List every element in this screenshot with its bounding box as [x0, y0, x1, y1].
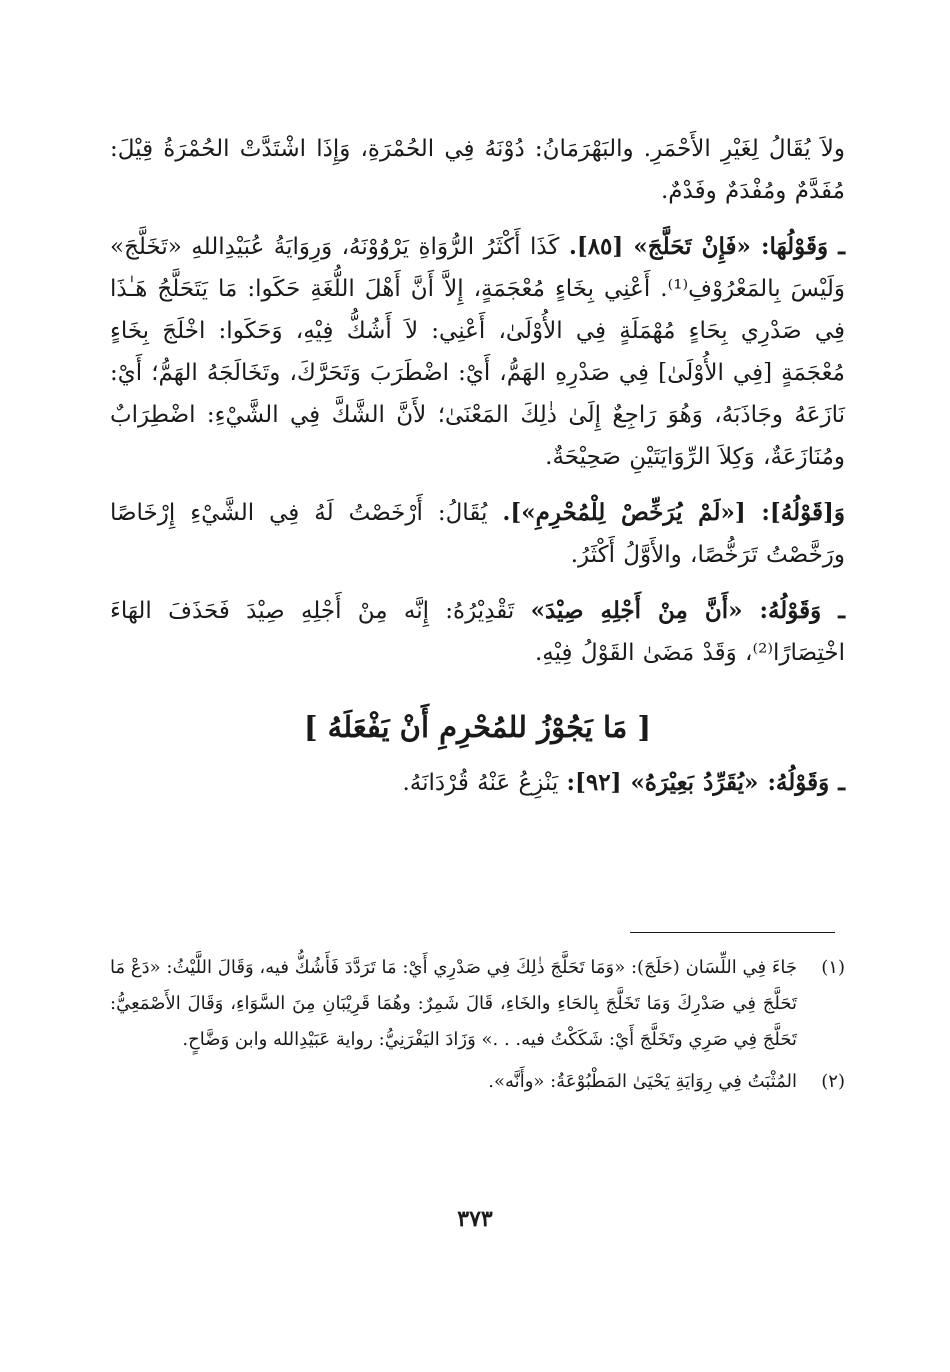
- paragraph-text: تَقْدِيْرُهُ: إِنَّه مِنْ أَجْلِهِ صِيْدَ فَحَذَفَ الهَاءَ اخْتِصَارًا⁽²⁾، وَقَدْ مَضَىٰ القَوْلُ فِيْهِ.: [110, 598, 845, 666]
- paragraph-lead: وَ[قَوْلُهُ]: [«لَمْ يُرَخِّصْ لِلْمُحْرِمِ»].: [502, 499, 845, 526]
- page-number: ٣٧٣: [457, 1206, 493, 1232]
- paragraph-text: يَنْزِعُ عَنْهُ قُرْدَانَهُ.: [402, 770, 567, 796]
- footnote-text: جَاءَ فِي اللِّسَان (حَلَجَ): «وَمَا تَحَلَّجَ ذٰلِكَ فِي صَدْرِي أَيْ: مَا تَرَدَّدَ فَأَشُكُّ فيه، وَقَالَ اللَّيْثُ: «دَعْ مَا تَحَلَّجَ فِي صَدْرِكَ وَمَا تَخَلَّجَ بِالحَاءِ والخَاءِ، قَالَ شَمِرٌ: وهُمَا قَرِيْبَانِ مِنَ السَّوَاءِ، وَقَالَ الأَصْمَعِيُّ: تَحَلَّجَ فِي صَرِي وتَخَلَّجَ أَيْ: شَكَكْتُ فيه. . .» وَزَادَ اليَفْرَنِيُّ: رواية عَبَيْدِالله وابن وَضَّاحٍ.: [110, 957, 797, 1050]
- paragraph-lead: ـ وَقَوْلُهُ: «يُقَرِّدُ بَعِيْرَهُ» [٩٢]:: [566, 769, 845, 796]
- paragraph-text: يُقَالُ: أَرْخَصْتُ لَهُ فِي الشَّيْءِ إِرْخَاصًا ورَخَّصْتُ تَرَخُّصًا، والأَوَّلُ أَكْثَرُ.: [110, 500, 845, 568]
- footnote-number: (٢): [821, 1071, 845, 1092]
- main-text: [110, 128, 845, 818]
- footnote-divider: [630, 932, 835, 933]
- paragraph-after-heading: [110, 762, 845, 804]
- footnote-number: (١): [821, 957, 845, 978]
- footnote: [110, 1064, 845, 1100]
- paragraph-text: كَذَا أَكْثَرُ الرُّوَاةِ يَرْوُوْنَهُ، وَرِوَايَةُ عُبَيْدِاللهِ «تَخَلَّجَ» وَلَيْسَ بِالمَعْرُوْفِ⁽¹⁾. أَعْنِي بِخَاءٍ مُعْجَمَةٍ، إِلاَّ أَنَّ أَهْلَ اللُّغَةِ حَكَوا: مَا يَتَحَلَّجُ هَـٰذَا فِي صَدْرِي بِحَاءٍ مُهْمَلَةٍ فِي الأُوْلَىٰ، أَعْنِي: لاَ أَشُكُّ فِيْهِ، وَحَكَوا: اخْلَجَ بِخَاءٍ مُعْجَمَةٍ [فِي الأُوْلَىٰ] فِي صَدْرِهِ الهَمُّ، أَيْ: اضْطَرَبَ وَتَحَرَّكَ، وتَخَالَجَهُ الهَمُّ؛ أَيْ: نَازَعَهُ وجَاذَبَهُ، وَهُوَ رَاجِعٌ إِلَىٰ ذٰلِكَ المَعْنَىٰ؛ لأَنَّ الشَّكَّ فِي الشَّيْءِ: اضْطِرَابٌ ومُنَازَعَةٌ، وَكِلاَ الرِّوَايَتَيْنِ صَحِيْحَةٌ.: [110, 234, 846, 470]
- paragraph-2: [110, 226, 845, 478]
- footnote-text: المُثْبَتُ فِي رِوَايَةِ يَحْيَىٰ المَطْبُوْعَةُ: «وأَنَّه».: [488, 1071, 797, 1092]
- paragraph-text: ولاَ يُقَالُ لِغَيْرِ الأَحْمَرِ. والبَهْرَمَانُ: دُوْنَهُ فِي الحُمْرَةِ، وَإِذَا اشْتَدَّتْ الحُمْرَةُ قِيْلَ: مُفَدَّمٌ ومُفْدَمٌ وفَدْمٌ.: [110, 136, 845, 204]
- section-heading: [ مَا يَجُوْزُ للمُحْرِمِ أَنْ يَفْعَلَهُ ]: [303, 710, 652, 744]
- paragraph-1: [110, 128, 845, 212]
- paragraph-3: [110, 492, 845, 576]
- paragraph-4: [110, 590, 845, 674]
- paragraph-lead: ـ وَقَوْلُهُ: «أَنَّ مِنْ أَجْلِهِ صِيْدَ»: [530, 597, 845, 624]
- footnote: [110, 950, 845, 1058]
- footnotes: [110, 950, 845, 1106]
- paragraph-lead: ـ وَقَوْلُهَا: «فَإِنْ تَحَلَّجَ» [٨٥].: [568, 233, 845, 260]
